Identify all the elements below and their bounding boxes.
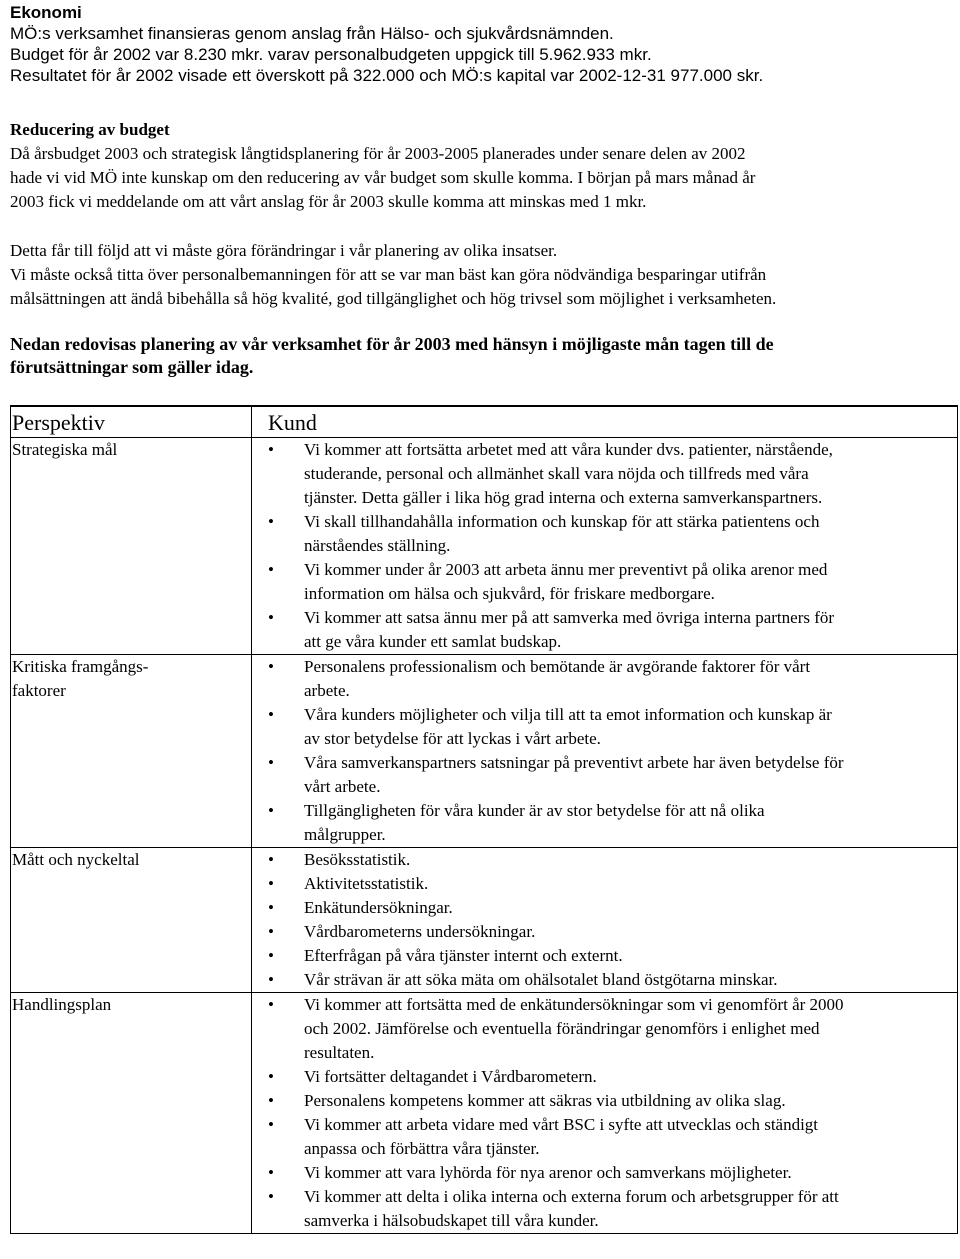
list-item (252, 510, 957, 558)
list-item-line: Besöksstatistik. (304, 850, 411, 869)
list-item-line: samverka i hälsobudskapet till våra kunder. (304, 1211, 599, 1230)
list-item-line: Enkätundersökningar. (304, 898, 453, 917)
list-item-line: målgrupper. (304, 825, 386, 844)
section-budget-reduction (10, 118, 755, 214)
list-item-line: Personalens kompetens kommer att säkras via utbildning av olika slag. (304, 1091, 786, 1110)
list-item (252, 655, 957, 703)
list-item (252, 872, 957, 896)
list-item-line: Vårdbarometerns undersökningar. (304, 922, 536, 941)
list-item (252, 920, 957, 944)
perspective-label: Handlingsplan (12, 995, 112, 1014)
customer-cell (252, 993, 958, 1234)
ekonomi-heading: Ekonomi (10, 3, 82, 22)
list-item-line: Vi skall tillhandahålla information och kunskap för att stärka patientens och (304, 512, 820, 531)
bullet-icon: • (268, 874, 274, 893)
bullet-icon: • (268, 753, 274, 772)
bullet-list (252, 655, 957, 847)
perspective-cell (11, 993, 252, 1234)
bullet-list (252, 993, 957, 1233)
bullet-icon: • (268, 922, 274, 941)
list-item (252, 703, 957, 751)
list-item (252, 848, 957, 872)
list-item (252, 1065, 957, 1089)
perspective-label: Mått och nyckeltal (12, 850, 140, 869)
list-item-line: studerande, personal och allmänhet skall vara nöjda och tillfreds med våra (304, 464, 809, 483)
list-item-line: Efterfrågan på våra tjänster internt och externt. (304, 946, 623, 965)
section-planning-intro (10, 333, 774, 379)
list-item-line: vårt arbete. (304, 777, 381, 796)
planning-intro-line: förutsättningar som gäller idag. (10, 357, 254, 377)
list-item-line: Aktivitetsstatistik. (304, 874, 429, 893)
bullet-icon: • (268, 1067, 274, 1086)
customer-cell (252, 848, 958, 993)
bullet-icon: • (268, 1187, 274, 1206)
table-row (11, 993, 958, 1234)
list-item-line: Vi kommer under år 2003 att arbeta ännu mer preventivt på olika arenor med (304, 560, 828, 579)
list-item-line: Tillgängligheten för våra kunder är av stor betydelse för att nå olika (304, 801, 765, 820)
list-item-line: Vi fortsätter deltagandet i Vårdbarometern. (304, 1067, 597, 1086)
list-item (252, 1089, 957, 1113)
perspective-table (10, 405, 958, 1234)
bullet-icon: • (268, 608, 274, 627)
header-customer: Kund (268, 410, 317, 435)
list-item-line: arbete. (304, 681, 350, 700)
section-consequences (10, 239, 776, 311)
list-item-line: av stor betydelse för att lyckas i vårt arbete. (304, 729, 601, 748)
list-item-line: Våra samverkanspartners satsningar på preventivt arbete har även betydelse för (304, 753, 844, 772)
perspective-label: Strategiska mål (12, 440, 118, 459)
list-item-line: Våra kunders möjligheter och vilja till att ta emot information och kunskap är (304, 705, 832, 724)
planning-intro-line: Nedan redovisas planering av vår verksamhet för år 2003 med hänsyn i möjligaste mån tagen till de (10, 334, 774, 354)
list-item-line: tjänster. Detta gäller i lika hög grad interna och externa samverkanspartners. (304, 488, 823, 507)
bullet-icon: • (268, 801, 274, 820)
bullet-icon: • (268, 946, 274, 965)
list-item-line: Vi kommer att satsa ännu mer på att samverka med övriga interna partners för (304, 608, 835, 627)
consequence-line: Vi måste också titta över personalbemanningen för att se var man bäst kan göra nödvändiga besparingar utifrån (10, 265, 767, 284)
list-item (252, 1113, 957, 1161)
bullet-icon: • (268, 512, 274, 531)
list-item (252, 968, 957, 992)
bullet-icon: • (268, 657, 274, 676)
ekonomi-line: Resultatet för år 2002 visade ett överskott på 322.000 och MÖ:s kapital var 2002-12-31 977.000 skr. (10, 66, 764, 85)
bullet-icon: • (268, 440, 274, 459)
list-item-line: Personalens professionalism och bemötande är avgörande faktorer för vårt (304, 657, 811, 676)
table-header-row (11, 406, 958, 438)
list-item-line: och 2002. Jämförelse och eventuella förändringar genomförs i enlighet med (304, 1019, 820, 1038)
list-item-line: Vår strävan är att söka mäta om ohälsotalet bland östgötarna minskar. (304, 970, 778, 989)
list-item-line: Vi kommer att delta i olika interna och externa forum och arbetsgrupper för att (304, 1187, 839, 1206)
list-item-line: Vi kommer att fortsätta arbetet med att våra kunder dvs. patienter, närstående, (304, 440, 833, 459)
table-row (11, 848, 958, 993)
list-item-line: Vi kommer att arbeta vidare med vårt BSC i syfte att utvecklas och ständigt (304, 1115, 819, 1134)
customer-cell (252, 655, 958, 848)
bullet-icon: • (268, 995, 274, 1014)
customer-cell (252, 438, 958, 655)
list-item-line: Vi kommer att fortsätta med de enkätundersökningar som vi genomfört år 2000 (304, 995, 844, 1014)
perspective-cell (11, 438, 252, 655)
budget-line: hade vi vid MÖ inte kunskap om den reducering av vår budget som skulle komma. I början på mars månad år (10, 168, 756, 187)
header-customer-cell (252, 406, 958, 438)
budget-line: Då årsbudget 2003 och strategisk långtidsplanering för år 2003-2005 planerades under senare delen av 2002 (10, 144, 746, 163)
header-perspective: Perspektiv (11, 406, 252, 438)
bullet-icon: • (268, 970, 274, 989)
perspective-label: Kritiska framgångs- faktorer (12, 657, 149, 700)
list-item (252, 896, 957, 920)
consequence-line: Detta får till följd att vi måste göra förändringar i vår planering av olika insatser. (10, 241, 558, 260)
list-item (252, 558, 957, 606)
bullet-icon: • (268, 850, 274, 869)
list-item-line: anpassa och förbättra våra tjänster. (304, 1139, 540, 1158)
perspective-cell (11, 848, 252, 993)
perspective-cell (11, 655, 252, 848)
list-item (252, 751, 957, 799)
bullet-icon: • (268, 705, 274, 724)
ekonomi-line: MÖ:s verksamhet finansieras genom anslag från Hälso- och sjukvårdsnämnden. (10, 24, 614, 43)
bullet-icon: • (268, 560, 274, 579)
bullet-list (252, 848, 957, 992)
list-item (252, 993, 957, 1065)
list-item (252, 1161, 957, 1185)
list-item (252, 606, 957, 654)
list-item-line: information om hälsa och sjukvård, för friskare medborgare. (304, 584, 715, 603)
budget-line: 2003 fick vi meddelande om att vårt anslag för år 2003 skulle komma att minskas med 1 mkr. (10, 192, 647, 211)
bullet-icon: • (268, 898, 274, 917)
list-item-line: att ge våra kunder ett samlat budskap. (304, 632, 562, 651)
list-item (252, 438, 957, 510)
bullet-icon: • (268, 1163, 274, 1182)
list-item (252, 1185, 957, 1233)
section-ekonomi (10, 2, 763, 86)
bullet-list (252, 438, 957, 654)
list-item-line: Vi kommer att vara lyhörda för nya arenor och samverkans möjligheter. (304, 1163, 792, 1182)
table-row (11, 655, 958, 848)
list-item (252, 799, 957, 847)
budget-heading: Reducering av budget (10, 120, 170, 139)
list-item (252, 944, 957, 968)
table-row (11, 438, 958, 655)
list-item-line: resultaten. (304, 1043, 375, 1062)
bullet-icon: • (268, 1091, 274, 1110)
bullet-icon: • (268, 1115, 274, 1134)
list-item-line: närståendes ställning. (304, 536, 451, 555)
ekonomi-line: Budget för år 2002 var 8.230 mkr. varav personalbudgeten uppgick till 5.962.933 mkr. (10, 45, 652, 64)
consequence-line: målsättningen att ändå bibehålla så hög kvalité, god tillgänglighet och hög trivsel som möjlighet i verksamheten. (10, 289, 777, 308)
